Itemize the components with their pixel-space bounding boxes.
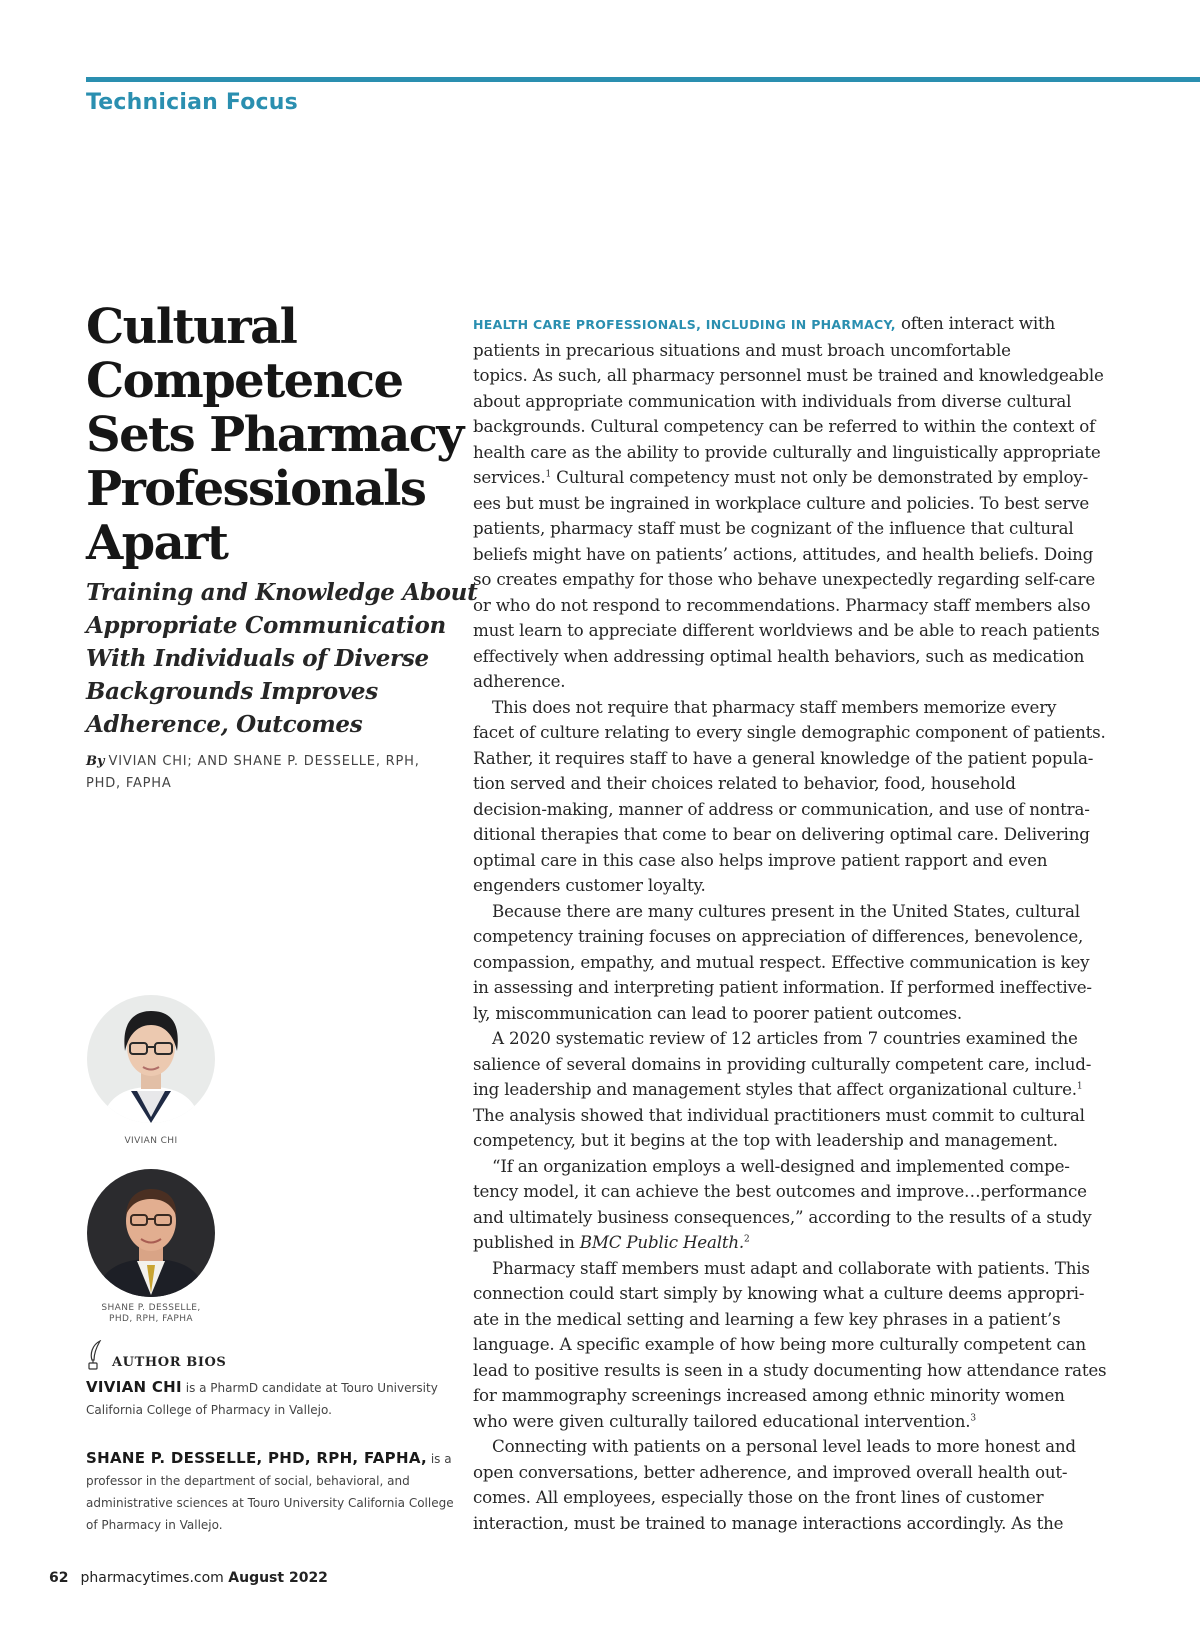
- byline-authors: VIVIAN CHI; AND SHANE P. DESSELLE, RPH,: [108, 754, 420, 769]
- article-body: [473, 311, 1107, 1536]
- body-line: open conversations, better adherence, and improved overall health out-: [473, 1461, 1068, 1482]
- page-footer: [49, 1570, 328, 1586]
- author-photo-shane-desselle: [87, 1169, 215, 1297]
- body-text: often interact with: [895, 313, 1056, 333]
- subtitle-line: Backgrounds Improves: [86, 678, 378, 705]
- body-line: This does not require that pharmacy staff members memorize every: [492, 696, 1057, 717]
- body-line: interaction, must be trained to manage interactions accordingly. As the: [473, 1512, 1064, 1533]
- body-line: about appropriate communication with individuals from diverse cultural: [473, 390, 1072, 411]
- body-line: competency training focuses on appreciation of differences, benevolence,: [473, 926, 1084, 946]
- body-text: who were given culturally tailored educational intervention.: [473, 1410, 971, 1431]
- body-line: and ultimately business consequences,” according to the results of a study: [473, 1206, 1092, 1227]
- body-line: optimal care in this case also helps improve patient rapport and even: [473, 849, 1048, 870]
- photo-caption-line: PHD, RPH, FAPHA: [109, 1314, 193, 1324]
- byline-by: By: [86, 754, 105, 769]
- journal-name: BMC Public Health.: [579, 1232, 745, 1252]
- body-line: Connecting with patients on a personal level leads to more honest and: [492, 1436, 1076, 1456]
- body-text: ing leadership and management styles that affect organizational culture.: [473, 1079, 1077, 1099]
- body-line: connection could start simply by knowing what a culture deems appropri-: [473, 1283, 1085, 1303]
- body-line: ditional therapies that come to bear on delivering optimal care. Delivering: [473, 824, 1090, 844]
- top-rule: [86, 77, 1200, 82]
- body-line: lead to positive results is seen in a study documenting how attendance rates: [473, 1359, 1107, 1380]
- title-line: Sets Pharmacy: [86, 407, 463, 463]
- title-line: Apart: [86, 515, 228, 571]
- author-photo-vivian-chi: [87, 995, 215, 1123]
- author-bio: [86, 1447, 458, 1536]
- body-line: comes. All employees, especially those on the front lines of customer: [473, 1487, 1044, 1507]
- footer-site: pharmacytimes.com: [80, 1570, 224, 1586]
- body-line: competency, but it begins at the top with leadership and management.: [473, 1130, 1058, 1150]
- body-line: must learn to appreciate different worldviews and be able to reach patients: [473, 620, 1100, 640]
- footnote-ref: 1: [1076, 1081, 1083, 1092]
- author-bios-title: AUTHOR BIOS: [112, 1355, 227, 1370]
- body-line: or who do not respond to recommendations. Pharmacy staff members also: [473, 594, 1091, 615]
- photo-caption-line: SHANE P. DESSELLE,: [101, 1303, 201, 1313]
- body-line: Pharmacy staff members must adapt and collaborate with patients. This: [492, 1257, 1090, 1278]
- footer-issue: August 2022: [228, 1570, 328, 1586]
- byline: [86, 751, 458, 795]
- body-text: Cultural competency must not only be demonstrated by employ-: [551, 467, 1089, 487]
- body-line: “If an organization employs a well-designed and implemented compe-: [492, 1155, 1070, 1176]
- author-bio-name: VIVIAN CHI: [86, 1378, 182, 1396]
- author-bio-name: SHANE P. DESSELLE, PHD, RPH, FAPHA,: [86, 1449, 428, 1467]
- author-bios-heading: [86, 1340, 458, 1370]
- quill-pen-icon: [86, 1340, 104, 1370]
- body-line: language. A specific example of how being more culturally competent can: [473, 1334, 1086, 1354]
- subtitle-line: Training and Knowledge About: [86, 579, 478, 606]
- subtitle-line: Appropriate Communication: [86, 612, 446, 639]
- body-line: backgrounds. Cultural competency can be referred to within the context of: [473, 416, 1096, 436]
- body-line: so creates empathy for those who behave unexpectedly regarding self-care: [473, 569, 1095, 589]
- body-line: decision-making, manner of address or communication, and use of nontra-: [473, 798, 1090, 819]
- headline-block: [86, 299, 478, 795]
- photo-caption: [87, 1303, 215, 1325]
- body-line: engenders customer loyalty.: [473, 875, 706, 895]
- body-line: beliefs might have on patients’ actions, attitudes, and health beliefs. Doing: [473, 543, 1094, 564]
- footnote-ref: 3: [970, 1412, 976, 1423]
- body-line: tency model, it can achieve the best outcomes and improve…performance: [473, 1181, 1087, 1201]
- article-subtitle: [86, 576, 478, 741]
- body-line: Rather, it requires staff to have a general knowledge of the patient popula-: [473, 747, 1094, 768]
- author-bio-text: is a professor in the department of social, behavioral, and administrative sciences at Touro University California College of Pharmacy in Vallejo.: [86, 1452, 454, 1532]
- body-line: salience of several domains in providing culturally competent care, includ-: [473, 1053, 1092, 1074]
- body-line: [473, 1409, 1098, 1435]
- body-line: [473, 465, 1098, 491]
- title-line: Professionals: [86, 461, 426, 517]
- body-line: ly, miscommunication can lead to poorer patient outcomes.: [473, 1002, 963, 1023]
- footnote-ref: 2: [744, 1234, 750, 1245]
- page-number: 62: [49, 1570, 69, 1586]
- photo-caption: VIVIAN CHI: [124, 1136, 178, 1146]
- body-line: [473, 311, 1098, 338]
- body-line: facet of culture relating to every single demographic component of patients.: [473, 722, 1106, 742]
- body-line: topics. As such, all pharmacy personnel must be trained and knowledgeable: [473, 365, 1104, 385]
- section-label: Technician Focus: [86, 90, 298, 115]
- subtitle-line: With Individuals of Diverse: [86, 645, 429, 672]
- lead-in: HEALTH CARE PROFESSIONALS, INCLUDING IN PHARMACY,: [473, 317, 896, 332]
- subtitle-line: Adherence, Outcomes: [86, 711, 363, 738]
- body-text: published in: [473, 1232, 580, 1252]
- body-line: tion served and their choices related to behavior, food, household: [473, 773, 1016, 793]
- body-line: A 2020 systematic review of 12 articles from 7 countries examined the: [492, 1028, 1078, 1048]
- body-line: patients, pharmacy staff must be cognizant of the influence that cultural: [473, 518, 1074, 538]
- body-line: health care as the ability to provide culturally and linguistically appropriate: [473, 441, 1101, 462]
- body-line: for mammography screenings increased among ethnic minority women: [473, 1385, 1065, 1405]
- body-line: [473, 1077, 1098, 1103]
- body-text: services.: [473, 467, 546, 487]
- body-line: The analysis showed that individual practitioners must commit to cultural: [473, 1104, 1085, 1125]
- body-line: compassion, empathy, and mutual respect. Effective communication is key: [473, 951, 1090, 972]
- body-line: Because there are many cultures present in the United States, cultural: [492, 900, 1080, 921]
- body-line: adherence.: [473, 671, 566, 691]
- body-line: in assessing and interpreting patient information. If performed ineffective-: [473, 977, 1092, 997]
- body-line: patients in precarious situations and must broach uncomfortable: [473, 339, 1011, 360]
- author-bios: [86, 1340, 458, 1536]
- byline-authors-cont: PHD, FAPHA: [86, 776, 172, 791]
- author-bio-text: is a PharmD candidate at Touro University California College of Pharmacy in Vallejo.: [86, 1381, 438, 1417]
- body-line: effectively when addressing optimal health behaviors, such as medication: [473, 645, 1085, 666]
- title-line: Competence: [86, 353, 403, 409]
- body-line: [473, 1230, 1098, 1256]
- author-bio: [86, 1376, 458, 1421]
- article-title: [86, 299, 463, 571]
- body-line: ate in the medical setting and learning a few key phrases in a patient’s: [473, 1308, 1061, 1329]
- footnote-ref: 1: [545, 469, 552, 480]
- title-line: Cultural: [86, 299, 297, 355]
- body-line: ees but must be ingrained in workplace culture and policies. To best serve: [473, 492, 1090, 513]
